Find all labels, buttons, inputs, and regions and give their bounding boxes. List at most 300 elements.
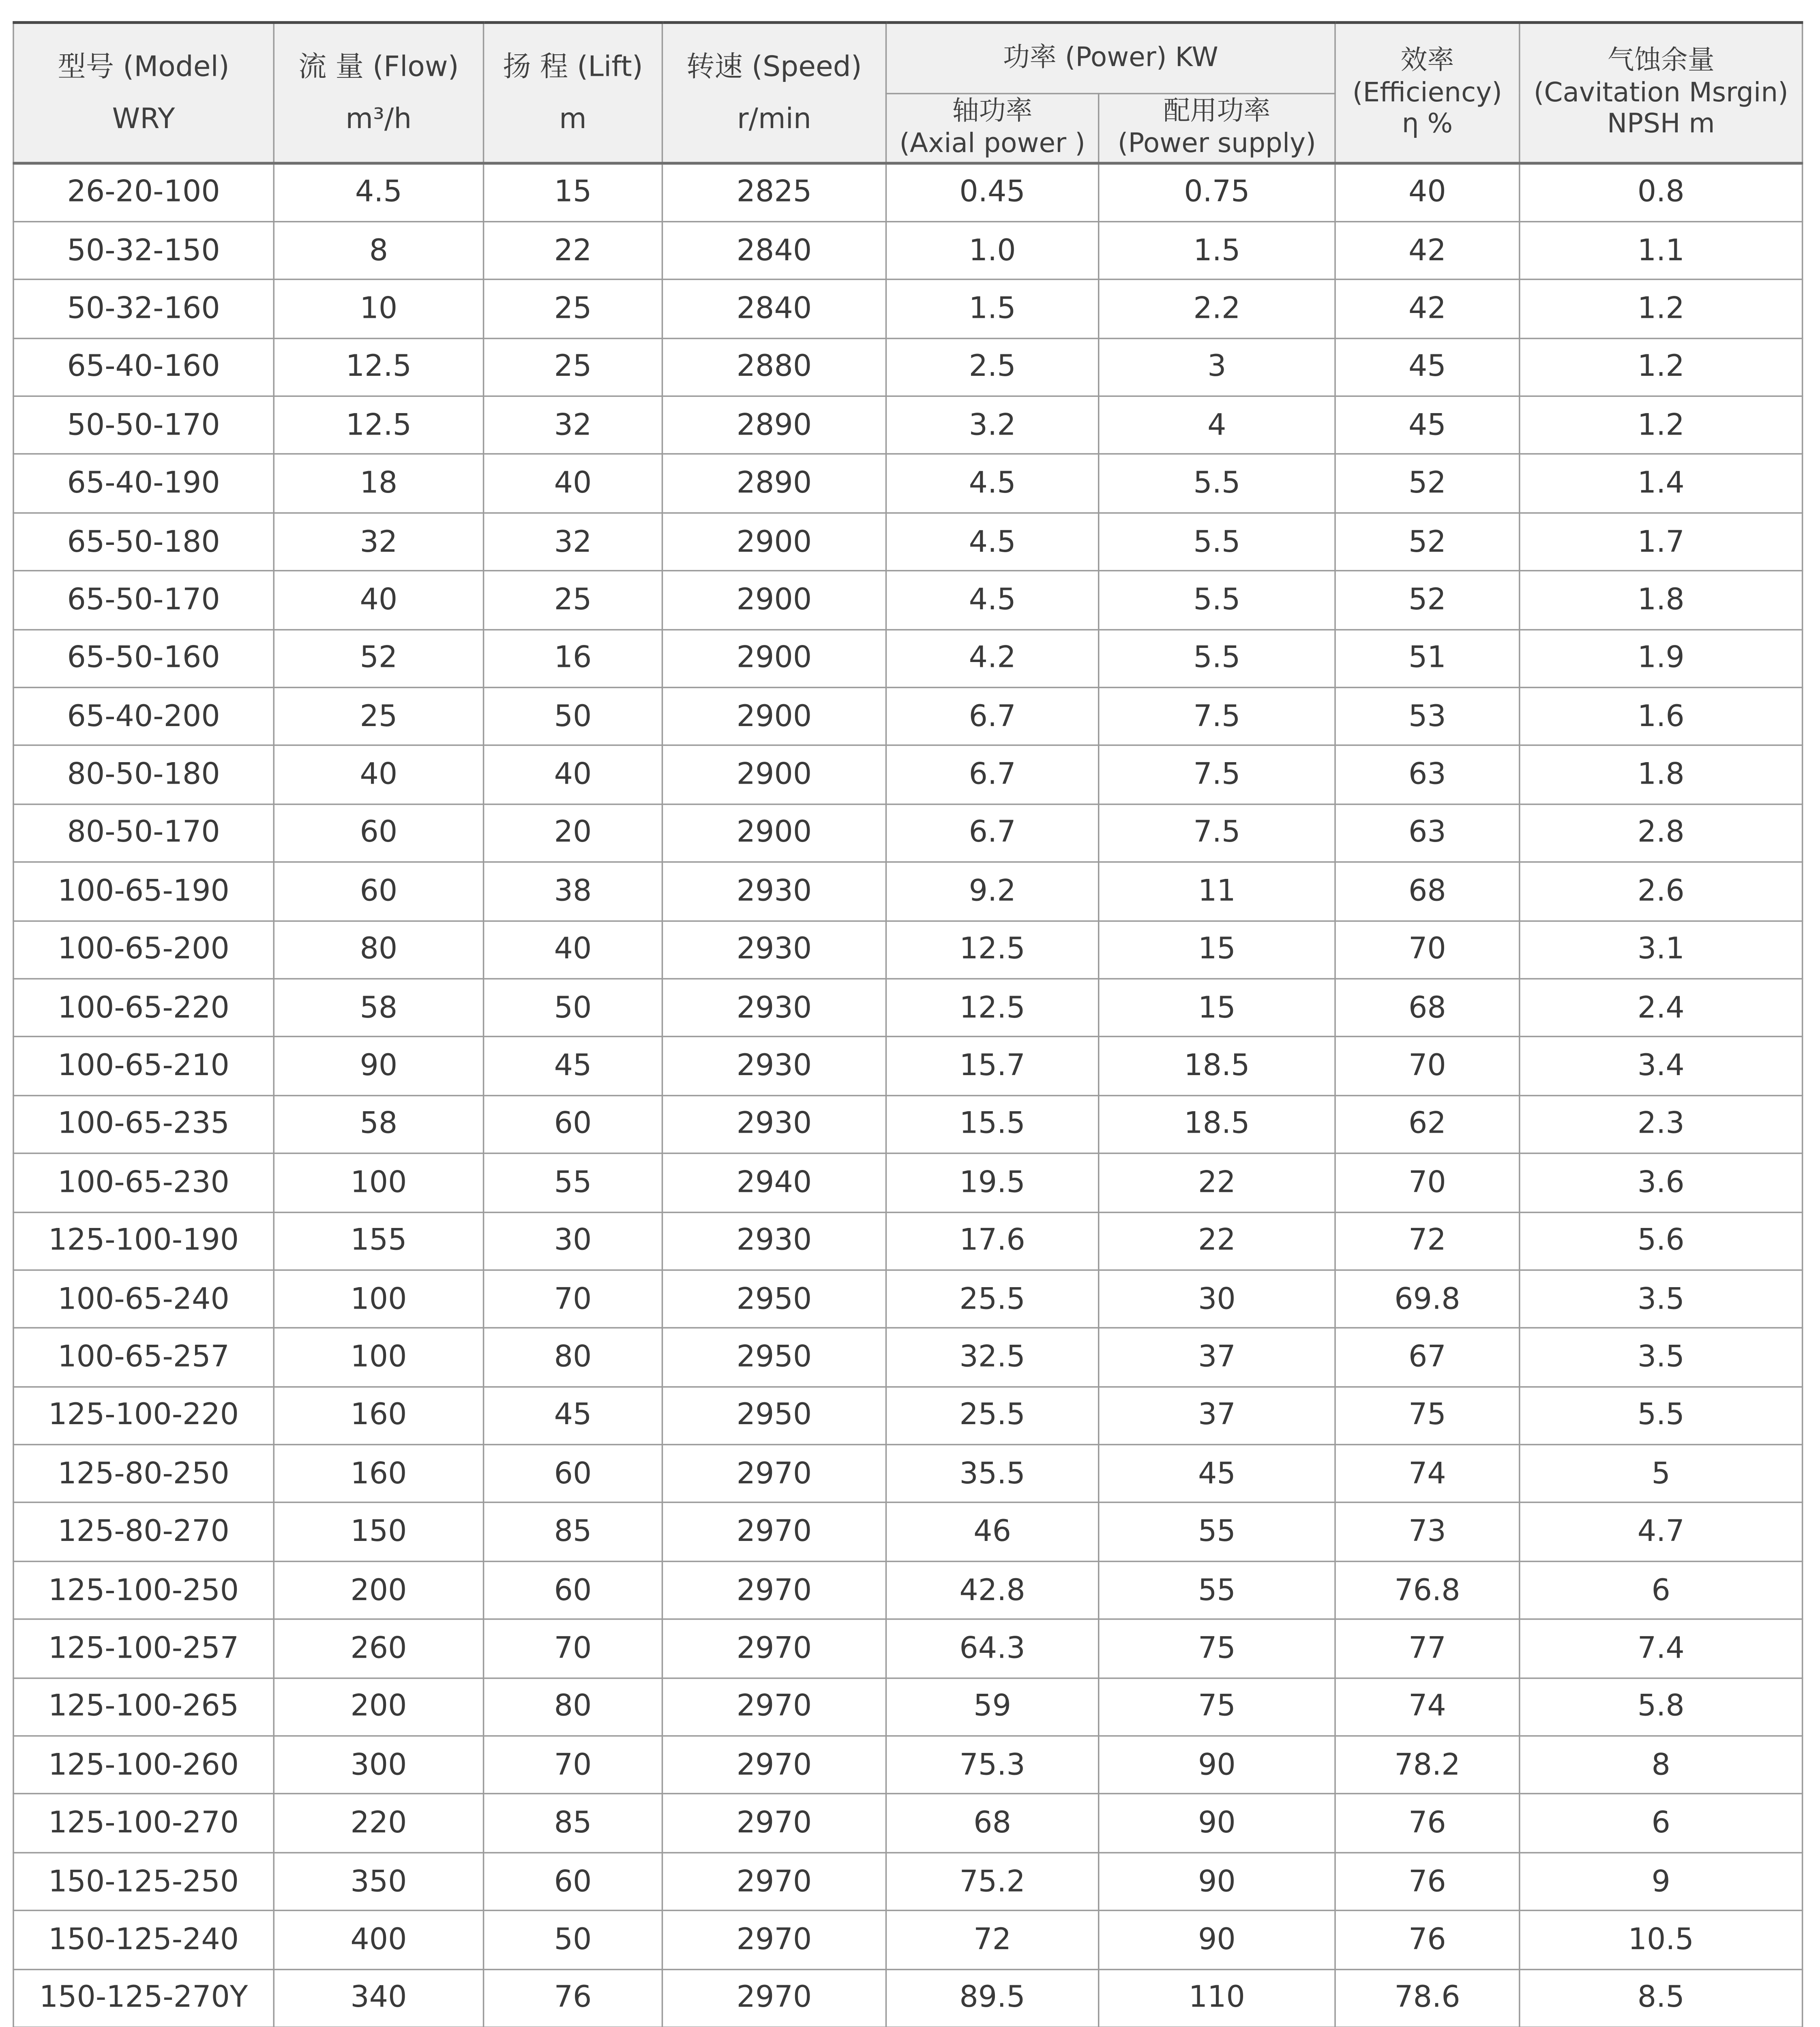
npsh-cell: 6 (1520, 1561, 1803, 1620)
lift-cell: 70 (484, 1270, 662, 1328)
efficiency-cell: 74 (1335, 1445, 1520, 1503)
speed-cell: 2950 (662, 1270, 886, 1328)
model-cell: 100-65-200 (13, 921, 274, 979)
model-cell: 100-65-220 (13, 979, 274, 1037)
axial-power-cell: 1.0 (886, 221, 1098, 280)
table-row (13, 454, 1803, 513)
speed-cell: 2880 (662, 338, 886, 396)
model-cell: 125-100-257 (13, 1620, 274, 1678)
table-row (13, 1386, 1803, 1445)
speed-cell: 2930 (662, 921, 886, 979)
lift-cell: 32 (484, 513, 662, 571)
model-cell: 125-80-250 (13, 1445, 274, 1503)
axial-power-cell: 64.3 (886, 1620, 1098, 1678)
table-row (13, 1736, 1803, 1794)
flow-cell: 10 (274, 280, 483, 338)
table-row (13, 571, 1803, 629)
speed-cell: 2940 (662, 1153, 886, 1212)
efficiency-cell: 40 (1335, 163, 1520, 222)
speed-cell: 2900 (662, 629, 886, 688)
axial-power-cell: 72 (886, 1911, 1098, 1969)
npsh-cell: 1.9 (1520, 629, 1803, 688)
efficiency-cell: 62 (1335, 1095, 1520, 1154)
speed-cell: 2930 (662, 1037, 886, 1095)
lift-cell: 55 (484, 1153, 662, 1212)
power-supply-cell: 7.5 (1099, 746, 1335, 804)
power-supply-cell: 90 (1099, 1794, 1335, 1853)
header-flow: 流 量 (Flow) m³/h (274, 23, 483, 163)
axial-power-cell: 12.5 (886, 979, 1098, 1037)
model-cell: 150-125-240 (13, 1911, 274, 1969)
flow-cell: 160 (274, 1445, 483, 1503)
power-supply-cell: 7.5 (1099, 804, 1335, 862)
efficiency-cell: 78.2 (1335, 1736, 1520, 1794)
axial-power-cell: 9.2 (886, 862, 1098, 921)
model-cell: 125-100-250 (13, 1561, 274, 1620)
model-cell: 50-50-170 (13, 396, 274, 454)
model-cell: 100-65-240 (13, 1270, 274, 1328)
axial-power-cell: 25.5 (886, 1270, 1098, 1328)
lift-cell: 85 (484, 1794, 662, 1853)
header-axial-power: 轴功率 (Axial power ) (886, 93, 1098, 163)
header-npsh: 气蚀余量 (Cavitation Msrgin) NPSH m (1520, 23, 1803, 163)
npsh-cell: 8 (1520, 1736, 1803, 1794)
lift-cell: 32 (484, 396, 662, 454)
speed-cell: 2900 (662, 513, 886, 571)
model-cell: 125-100-265 (13, 1678, 274, 1736)
axial-power-cell: 12.5 (886, 921, 1098, 979)
speed-cell: 2930 (662, 1095, 886, 1154)
speed-cell: 2825 (662, 163, 886, 222)
axial-power-cell: 32.5 (886, 1328, 1098, 1386)
flow-cell: 100 (274, 1153, 483, 1212)
lift-cell: 40 (484, 921, 662, 979)
flow-cell: 340 (274, 1969, 483, 2027)
lift-cell: 76 (484, 1969, 662, 2027)
npsh-cell: 5 (1520, 1445, 1803, 1503)
power-supply-cell: 110 (1099, 1969, 1335, 2027)
efficiency-cell: 45 (1335, 396, 1520, 454)
power-supply-cell: 22 (1099, 1153, 1335, 1212)
flow-cell: 100 (274, 1328, 483, 1386)
lift-cell: 80 (484, 1328, 662, 1386)
power-supply-cell: 11 (1099, 862, 1335, 921)
flow-cell: 160 (274, 1386, 483, 1445)
axial-power-cell: 4.5 (886, 571, 1098, 629)
speed-cell: 2890 (662, 396, 886, 454)
axial-power-cell: 6.7 (886, 746, 1098, 804)
power-supply-cell: 37 (1099, 1328, 1335, 1386)
flow-cell: 100 (274, 1270, 483, 1328)
lift-cell: 60 (484, 1095, 662, 1154)
efficiency-cell: 42 (1335, 280, 1520, 338)
efficiency-cell: 70 (1335, 1153, 1520, 1212)
table-row (13, 1503, 1803, 1561)
flow-cell: 155 (274, 1212, 483, 1270)
speed-cell: 2970 (662, 1445, 886, 1503)
npsh-cell: 3.4 (1520, 1037, 1803, 1095)
table-row (13, 221, 1803, 280)
speed-cell: 2900 (662, 688, 886, 746)
axial-power-cell: 89.5 (886, 1969, 1098, 2027)
npsh-cell: 2.4 (1520, 979, 1803, 1037)
speed-cell: 2840 (662, 280, 886, 338)
table-row (13, 862, 1803, 921)
lift-cell: 16 (484, 629, 662, 688)
table-row (13, 979, 1803, 1037)
npsh-cell: 7.4 (1520, 1620, 1803, 1678)
power-supply-cell: 22 (1099, 1212, 1335, 1270)
speed-cell: 2900 (662, 746, 886, 804)
axial-power-cell: 15.7 (886, 1037, 1098, 1095)
model-cell: 65-40-190 (13, 454, 274, 513)
power-supply-cell: 5.5 (1099, 629, 1335, 688)
model-cell: 26-20-100 (13, 163, 274, 222)
lift-cell: 40 (484, 454, 662, 513)
speed-cell: 2970 (662, 1503, 886, 1561)
lift-cell: 70 (484, 1736, 662, 1794)
speed-cell: 2900 (662, 571, 886, 629)
npsh-cell: 1.4 (1520, 454, 1803, 513)
speed-cell: 2970 (662, 1969, 886, 2027)
model-cell: 100-65-257 (13, 1328, 274, 1386)
power-supply-cell: 90 (1099, 1853, 1335, 1911)
lift-cell: 25 (484, 338, 662, 396)
npsh-cell: 2.8 (1520, 804, 1803, 862)
speed-cell: 2930 (662, 979, 886, 1037)
power-supply-cell: 90 (1099, 1736, 1335, 1794)
flow-cell: 32 (274, 513, 483, 571)
power-supply-cell: 45 (1099, 1445, 1335, 1503)
model-cell: 50-32-160 (13, 280, 274, 338)
power-supply-cell: 5.5 (1099, 454, 1335, 513)
npsh-cell: 1.2 (1520, 280, 1803, 338)
lift-cell: 60 (484, 1561, 662, 1620)
power-supply-cell: 4 (1099, 396, 1335, 454)
efficiency-cell: 78.6 (1335, 1969, 1520, 2027)
lift-cell: 45 (484, 1037, 662, 1095)
table-body (13, 163, 1803, 2027)
npsh-cell: 3.1 (1520, 921, 1803, 979)
power-supply-cell: 30 (1099, 1270, 1335, 1328)
lift-cell: 60 (484, 1445, 662, 1503)
lift-cell: 85 (484, 1503, 662, 1561)
npsh-cell: 5.5 (1520, 1386, 1803, 1445)
efficiency-cell: 52 (1335, 513, 1520, 571)
efficiency-cell: 69.8 (1335, 1270, 1520, 1328)
flow-cell: 12.5 (274, 338, 483, 396)
speed-cell: 2970 (662, 1561, 886, 1620)
npsh-cell: 9 (1520, 1853, 1803, 1911)
table-row (13, 1270, 1803, 1328)
npsh-cell: 1.8 (1520, 746, 1803, 804)
table-header (13, 23, 1803, 163)
model-cell: 65-40-200 (13, 688, 274, 746)
efficiency-cell: 67 (1335, 1328, 1520, 1386)
header-speed: 转速 (Speed) r/min (662, 23, 886, 163)
speed-cell: 2930 (662, 1212, 886, 1270)
table-row (13, 1561, 1803, 1620)
table-row (13, 396, 1803, 454)
npsh-cell: 1.2 (1520, 338, 1803, 396)
speed-cell: 2970 (662, 1794, 886, 1853)
flow-cell: 58 (274, 979, 483, 1037)
flow-cell: 40 (274, 746, 483, 804)
model-cell: 80-50-180 (13, 746, 274, 804)
power-supply-cell: 5.5 (1099, 513, 1335, 571)
efficiency-cell: 52 (1335, 454, 1520, 513)
lift-cell: 22 (484, 221, 662, 280)
header-model: 型号 (Model) WRY (13, 23, 274, 163)
header-lift: 扬 程 (Lift) m (484, 23, 662, 163)
model-cell: 50-32-150 (13, 221, 274, 280)
power-supply-cell: 15 (1099, 921, 1335, 979)
flow-cell: 40 (274, 571, 483, 629)
lift-cell: 45 (484, 1386, 662, 1445)
header-efficiency: 效率 (Efficiency) η % (1335, 23, 1520, 163)
efficiency-cell: 75 (1335, 1386, 1520, 1445)
model-cell: 65-50-170 (13, 571, 274, 629)
flow-cell: 18 (274, 454, 483, 513)
flow-cell: 58 (274, 1095, 483, 1154)
speed-cell: 2840 (662, 221, 886, 280)
flow-cell: 60 (274, 862, 483, 921)
table-row (13, 1445, 1803, 1503)
power-supply-cell: 75 (1099, 1678, 1335, 1736)
model-cell: 125-100-190 (13, 1212, 274, 1270)
power-supply-cell: 1.5 (1099, 221, 1335, 280)
table-row (13, 1620, 1803, 1678)
efficiency-cell: 68 (1335, 979, 1520, 1037)
flow-cell: 350 (274, 1853, 483, 1911)
efficiency-cell: 73 (1335, 1503, 1520, 1561)
efficiency-cell: 76 (1335, 1794, 1520, 1853)
lift-cell: 30 (484, 1212, 662, 1270)
flow-cell: 60 (274, 804, 483, 862)
efficiency-cell: 53 (1335, 688, 1520, 746)
axial-power-cell: 42.8 (886, 1561, 1098, 1620)
table-row (13, 338, 1803, 396)
flow-cell: 260 (274, 1620, 483, 1678)
power-supply-cell: 55 (1099, 1503, 1335, 1561)
table-row (13, 629, 1803, 688)
npsh-cell: 1.2 (1520, 396, 1803, 454)
speed-cell: 2900 (662, 804, 886, 862)
flow-cell: 200 (274, 1678, 483, 1736)
flow-cell: 52 (274, 629, 483, 688)
efficiency-cell: 74 (1335, 1678, 1520, 1736)
axial-power-cell: 19.5 (886, 1153, 1098, 1212)
efficiency-cell: 63 (1335, 746, 1520, 804)
efficiency-cell: 70 (1335, 921, 1520, 979)
lift-cell: 20 (484, 804, 662, 862)
model-cell: 125-100-220 (13, 1386, 274, 1445)
axial-power-cell: 3.2 (886, 396, 1098, 454)
model-cell: 125-80-270 (13, 1503, 274, 1561)
efficiency-cell: 76.8 (1335, 1561, 1520, 1620)
npsh-cell: 3.6 (1520, 1153, 1803, 1212)
efficiency-cell: 68 (1335, 862, 1520, 921)
efficiency-cell: 51 (1335, 629, 1520, 688)
model-cell: 150-125-270Y (13, 1969, 274, 2027)
header-power: 功率 (Power) KW (886, 23, 1335, 93)
npsh-cell: 1.7 (1520, 513, 1803, 571)
table-row (13, 746, 1803, 804)
pump-spec-table (13, 21, 1803, 2027)
table-row (13, 1911, 1803, 1969)
table-row (13, 1212, 1803, 1270)
header-power-supply: 配用功率 (Power supply) (1099, 93, 1335, 163)
lift-cell: 25 (484, 280, 662, 338)
power-supply-cell: 37 (1099, 1386, 1335, 1445)
speed-cell: 2950 (662, 1386, 886, 1445)
npsh-cell: 8.5 (1520, 1969, 1803, 2027)
power-supply-cell: 3 (1099, 338, 1335, 396)
flow-cell: 12.5 (274, 396, 483, 454)
model-cell: 100-65-230 (13, 1153, 274, 1212)
axial-power-cell: 15.5 (886, 1095, 1098, 1154)
table-row (13, 1328, 1803, 1386)
axial-power-cell: 25.5 (886, 1386, 1098, 1445)
flow-cell: 25 (274, 688, 483, 746)
table-row (13, 1678, 1803, 1736)
npsh-cell: 3.5 (1520, 1270, 1803, 1328)
lift-cell: 50 (484, 979, 662, 1037)
power-supply-cell: 90 (1099, 1911, 1335, 1969)
efficiency-cell: 77 (1335, 1620, 1520, 1678)
axial-power-cell: 59 (886, 1678, 1098, 1736)
npsh-cell: 4.7 (1520, 1503, 1803, 1561)
speed-cell: 2970 (662, 1911, 886, 1969)
power-supply-cell: 55 (1099, 1561, 1335, 1620)
flow-cell: 300 (274, 1736, 483, 1794)
table-row (13, 688, 1803, 746)
power-supply-cell: 5.5 (1099, 571, 1335, 629)
table-row (13, 163, 1803, 222)
efficiency-cell: 42 (1335, 221, 1520, 280)
npsh-cell: 2.6 (1520, 862, 1803, 921)
axial-power-cell: 46 (886, 1503, 1098, 1561)
npsh-cell: 2.3 (1520, 1095, 1803, 1154)
speed-cell: 2970 (662, 1620, 886, 1678)
flow-cell: 4.5 (274, 163, 483, 222)
speed-cell: 2970 (662, 1853, 886, 1911)
npsh-cell: 3.5 (1520, 1328, 1803, 1386)
flow-cell: 8 (274, 221, 483, 280)
efficiency-cell: 45 (1335, 338, 1520, 396)
speed-cell: 2970 (662, 1678, 886, 1736)
npsh-cell: 1.8 (1520, 571, 1803, 629)
efficiency-cell: 76 (1335, 1853, 1520, 1911)
model-cell: 65-50-180 (13, 513, 274, 571)
power-supply-cell: 7.5 (1099, 688, 1335, 746)
table-row (13, 1095, 1803, 1154)
npsh-cell: 0.8 (1520, 163, 1803, 222)
lift-cell: 50 (484, 688, 662, 746)
axial-power-cell: 0.45 (886, 163, 1098, 222)
power-supply-cell: 2.2 (1099, 280, 1335, 338)
power-supply-cell: 18.5 (1099, 1095, 1335, 1154)
flow-cell: 400 (274, 1911, 483, 1969)
table-row (13, 921, 1803, 979)
lift-cell: 40 (484, 746, 662, 804)
npsh-cell: 5.8 (1520, 1678, 1803, 1736)
table-row (13, 1794, 1803, 1853)
axial-power-cell: 1.5 (886, 280, 1098, 338)
flow-cell: 220 (274, 1794, 483, 1853)
efficiency-cell: 70 (1335, 1037, 1520, 1095)
table-row (13, 513, 1803, 571)
lift-cell: 50 (484, 1911, 662, 1969)
table-row (13, 1969, 1803, 2027)
power-supply-cell: 75 (1099, 1620, 1335, 1678)
model-cell: 100-65-190 (13, 862, 274, 921)
model-cell: 100-65-210 (13, 1037, 274, 1095)
npsh-cell: 5.6 (1520, 1212, 1803, 1270)
lift-cell: 80 (484, 1678, 662, 1736)
axial-power-cell: 75.3 (886, 1736, 1098, 1794)
lift-cell: 60 (484, 1853, 662, 1911)
axial-power-cell: 4.2 (886, 629, 1098, 688)
axial-power-cell: 4.5 (886, 454, 1098, 513)
axial-power-cell: 6.7 (886, 688, 1098, 746)
efficiency-cell: 72 (1335, 1212, 1520, 1270)
table-row (13, 1037, 1803, 1095)
flow-cell: 150 (274, 1503, 483, 1561)
speed-cell: 2890 (662, 454, 886, 513)
axial-power-cell: 4.5 (886, 513, 1098, 571)
table-row (13, 1153, 1803, 1212)
table-row (13, 804, 1803, 862)
power-supply-cell: 18.5 (1099, 1037, 1335, 1095)
axial-power-cell: 2.5 (886, 338, 1098, 396)
npsh-cell: 10.5 (1520, 1911, 1803, 1969)
efficiency-cell: 52 (1335, 571, 1520, 629)
efficiency-cell: 63 (1335, 804, 1520, 862)
flow-cell: 200 (274, 1561, 483, 1620)
flow-cell: 80 (274, 921, 483, 979)
flow-cell: 90 (274, 1037, 483, 1095)
npsh-cell: 1.1 (1520, 221, 1803, 280)
axial-power-cell: 68 (886, 1794, 1098, 1853)
model-cell: 150-125-250 (13, 1853, 274, 1911)
npsh-cell: 1.6 (1520, 688, 1803, 746)
model-cell: 125-100-260 (13, 1736, 274, 1794)
lift-cell: 38 (484, 862, 662, 921)
speed-cell: 2930 (662, 862, 886, 921)
speed-cell: 2950 (662, 1328, 886, 1386)
axial-power-cell: 35.5 (886, 1445, 1098, 1503)
lift-cell: 70 (484, 1620, 662, 1678)
lift-cell: 15 (484, 163, 662, 222)
model-cell: 100-65-235 (13, 1095, 274, 1154)
efficiency-cell: 76 (1335, 1911, 1520, 1969)
model-cell: 125-100-270 (13, 1794, 274, 1853)
axial-power-cell: 6.7 (886, 804, 1098, 862)
axial-power-cell: 75.2 (886, 1853, 1098, 1911)
model-cell: 80-50-170 (13, 804, 274, 862)
model-cell: 65-40-160 (13, 338, 274, 396)
power-supply-cell: 15 (1099, 979, 1335, 1037)
npsh-cell: 6 (1520, 1794, 1803, 1853)
table-row (13, 280, 1803, 338)
speed-cell: 2970 (662, 1736, 886, 1794)
lift-cell: 25 (484, 571, 662, 629)
table-row (13, 1853, 1803, 1911)
axial-power-cell: 17.6 (886, 1212, 1098, 1270)
power-supply-cell: 0.75 (1099, 163, 1335, 222)
model-cell: 65-50-160 (13, 629, 274, 688)
